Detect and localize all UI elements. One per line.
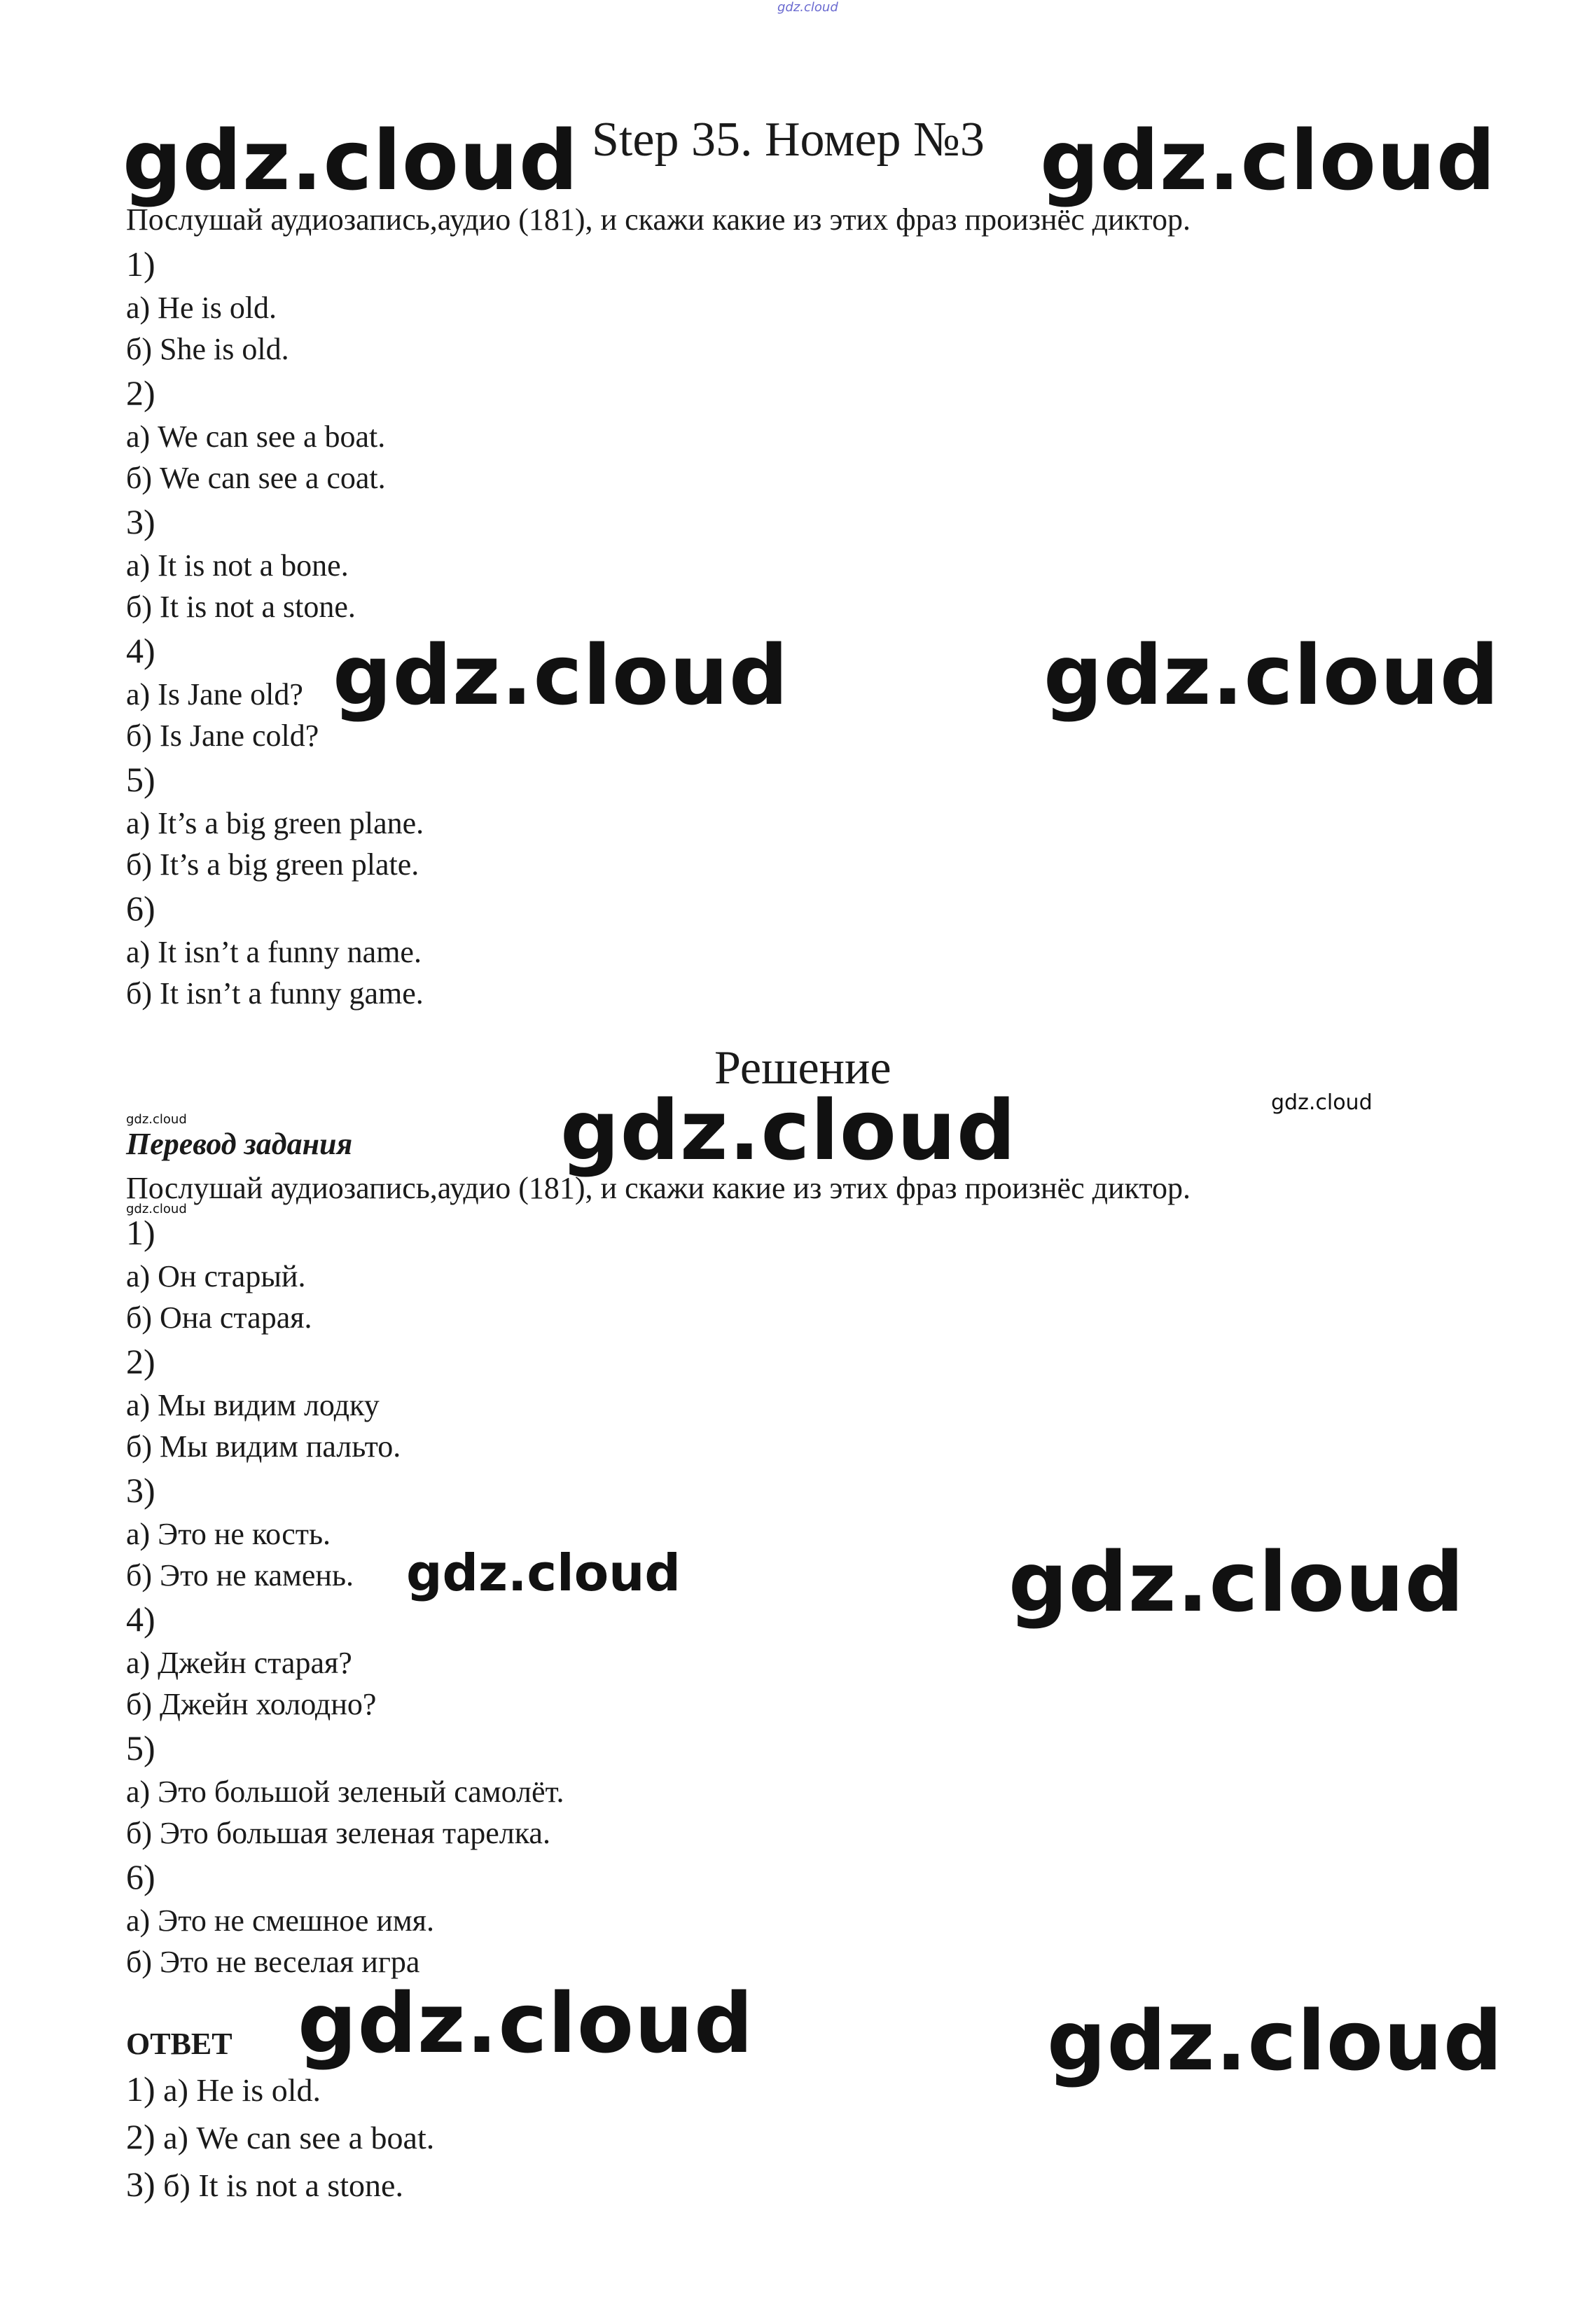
solution-item-number: 2)	[126, 1342, 155, 1381]
translation-heading: Перевод задания	[126, 1127, 353, 1161]
task-option-a: а) It is not a bone.	[126, 548, 349, 583]
task-option-a: а) It’s a big green plane.	[126, 806, 424, 840]
top-watermark: gdz.cloud	[777, 0, 838, 15]
solution-option-a: а) Это не кость.	[126, 1517, 331, 1551]
solution-option-a: а) Это не смешное имя.	[126, 1903, 434, 1938]
answer-heading: ОТВЕТ	[126, 2027, 233, 2061]
solution-item-number: 1)	[126, 1213, 155, 1252]
solution-option-b: б) Это большая зеленая тарелка.	[126, 1816, 550, 1850]
solution-option-b: б) Мы видим пальто.	[126, 1429, 401, 1464]
watermark: gdz.cloud	[123, 112, 579, 209]
answer-line	[126, 2119, 434, 2154]
task-option-b: б) Is Jane cold?	[126, 719, 319, 753]
watermark: gdz.cloud	[298, 1975, 754, 2071]
answer-line	[126, 2167, 403, 2202]
solution-item-number: 6)	[126, 1857, 155, 1896]
task-option-b: б) She is old.	[126, 332, 289, 366]
task-option-b: б) It’s a big green plate.	[126, 847, 419, 882]
task-item-number: 1)	[126, 244, 155, 284]
answer-number: 2)	[126, 2117, 155, 2156]
task-option-a: а) It isn’t a funny name.	[126, 935, 422, 969]
task-item-number: 5)	[126, 760, 155, 799]
watermark: gdz.cloud	[406, 1543, 681, 1602]
task-option-a: а) He is old.	[126, 291, 277, 325]
task-option-b: б) It isn’t a funny game.	[126, 976, 424, 1011]
solution-item-number: 4)	[126, 1599, 155, 1639]
answer-text: а) We can see a boat.	[155, 2120, 435, 2156]
watermark: gdz.cloud	[1047, 1992, 1504, 2089]
solution-option-b: б) Это не веселая игра	[126, 1945, 420, 1979]
solution-option-b: б) Джейн холодно?	[126, 1687, 377, 1721]
solution-option-b: б) Она старая.	[126, 1300, 312, 1335]
task-option-a: а) Is Jane old?	[126, 677, 303, 712]
watermark: gdz.cloud	[1008, 1534, 1465, 1630]
solution-option-a: а) Мы видим лодку	[126, 1388, 380, 1422]
solution-option-a: а) Джейн старая?	[126, 1646, 352, 1680]
solution-heading: Решение	[714, 1041, 891, 1094]
watermark: gdz.cloud	[1043, 627, 1500, 723]
watermark: gdz.cloud	[126, 1112, 187, 1127]
answer-number: 3)	[126, 2165, 155, 2204]
watermark: gdz.cloud	[560, 1082, 1017, 1179]
task-option-a: а) We can see a boat.	[126, 419, 386, 454]
solution-option-b: б) Это не камень.	[126, 1558, 354, 1592]
answer-line	[126, 2071, 321, 2107]
solution-item-number: 3)	[126, 1471, 155, 1510]
page-title: Step 35. Номер №3	[592, 113, 985, 167]
answer-number: 1)	[126, 2069, 155, 2109]
solution-instruction: Послушай аудиозапись,аудио (181), и скажи какие из этих фраз произнёс диктор.	[126, 1171, 1191, 1205]
task-item-number: 2)	[126, 373, 155, 412]
solution-option-a: а) Он старый.	[126, 1259, 306, 1293]
solution-option-a: а) Это большой зеленый самолёт.	[126, 1775, 564, 1809]
answer-text: б) It is not a stone.	[155, 2167, 403, 2203]
task-option-b: б) We can see a coat.	[126, 461, 386, 495]
watermark: gdz.cloud	[1271, 1090, 1373, 1115]
solution-item-number: 5)	[126, 1728, 155, 1768]
task-instruction: Послушай аудиозапись,аудио (181), и скажи какие из этих фраз произнёс диктор.	[126, 202, 1191, 237]
watermark: gdz.cloud	[1040, 112, 1497, 209]
task-item-number: 4)	[126, 631, 155, 670]
task-item-number: 6)	[126, 889, 155, 928]
watermark: gdz.cloud	[126, 1202, 187, 1216]
answer-text: а) He is old.	[155, 2072, 321, 2108]
task-option-b: б) It is not a stone.	[126, 590, 356, 624]
watermark: gdz.cloud	[333, 627, 789, 723]
task-item-number: 3)	[126, 502, 155, 541]
